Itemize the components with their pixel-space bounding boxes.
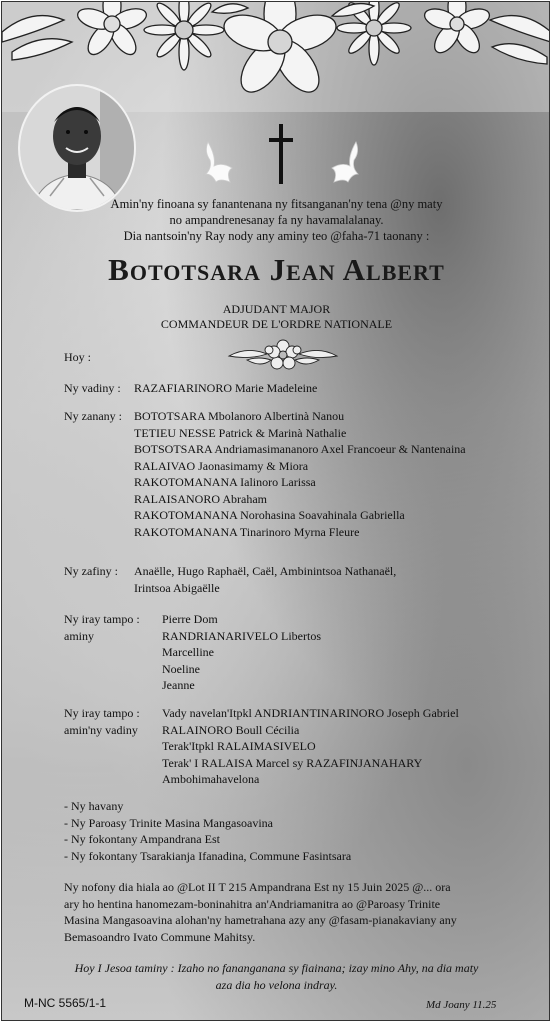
iray-tampo-name: Noeline xyxy=(162,661,200,676)
iray-tampo-vadiny-label: Ny iray tampo : xyxy=(64,706,140,720)
intro-line-2: no ampandrenesanay fa ny havamalalanay. xyxy=(169,213,384,227)
obituary-notice xyxy=(1,1,550,1021)
zanany-label: Ny zanany : xyxy=(64,409,122,423)
iray-tampo-name: Pierre Dom xyxy=(162,612,218,626)
closing-quote xyxy=(2,960,550,993)
iray-tampo-vadiny-name: Ambohimahavelona xyxy=(162,772,260,786)
deceased-titles xyxy=(2,302,550,332)
iray-tampo-label: Ny iray tampo : xyxy=(64,612,140,626)
zafiny-label: Ny zafiny : xyxy=(64,564,118,578)
deceased-rank: ADJUDANT MAJOR xyxy=(222,302,331,316)
iray-tampo-name: RANDRIANARIVELO Libertos xyxy=(162,628,321,643)
zanany-name: RAKOTOMANANA Ialinoro Larissa xyxy=(134,475,316,489)
hoy-label: Hoy : xyxy=(64,350,91,364)
iray-tampo-vadiny-label-2: amin'ny vadiny xyxy=(64,722,138,737)
funeral-line: Masina Mangasoavina alohan'ny hametrahana azy any @fasam-pianakaviany any xyxy=(64,913,457,927)
zanany-name: BOTSOTSARA Andriamasimananoro Axel Francoeur & Nantenaina xyxy=(134,442,466,456)
others-item: - Ny havany xyxy=(64,799,124,813)
iray-tampo-vadiny-name: RALAINORO Boull Cécilia xyxy=(162,722,300,737)
funeral-line: ary ho hentina hanomezam-boninahitra an'Andriamanitra ao @Paroasy Trinite xyxy=(64,896,441,911)
floral-ornament xyxy=(227,338,339,374)
zafiny-names: Anaëlle, Hugo Raphaël, Caël, Ambinintsoa Nathanaël, xyxy=(134,564,397,578)
iray-tampo-name: Jeanne xyxy=(162,678,195,692)
zafiny-names: Irintsoa Abigaëlle xyxy=(134,580,220,595)
others-item: - Ny fokontany Ampandrana Est xyxy=(64,832,220,846)
iray-tampo-label-2: aminy xyxy=(64,628,94,643)
zanany-name: RALAISANORO Abraham xyxy=(134,491,267,506)
zanany-name: BOTOTSARA Mbolanoro Albertinà Nanou xyxy=(134,409,345,423)
intro-line-1: Amin'ny finoana sy fanantenana ny fitsanganan'ny tena @ny maty xyxy=(110,197,443,211)
vadiny-label: Ny vadiny : xyxy=(64,381,121,395)
closing-line-1: Hoy I Jesoa taminy : Izaho no fananganana sy fiainana; izay mino Ahy, na dia maty xyxy=(74,961,479,975)
signature: Md Joany 11.25 xyxy=(426,999,497,1011)
deceased-honor: COMMANDEUR DE L'ORDRE NATIONALE xyxy=(160,317,393,331)
iray-tampo-vadiny-name: Terak' I RALAISA Marcel sy RAZAFINJANAHARY xyxy=(162,755,423,770)
intro-line-3: Dia nantsoin'ny Ray nody any aminy teo @faha-71 taonany : xyxy=(123,229,430,243)
vadiny-name: RAZAFIARINORO Marie Madeleine xyxy=(134,381,318,395)
iray-tampo-vadiny-name: Vady navelan'Itpkl ANDRIANTINARINORO Joseph Gabriel xyxy=(162,706,459,720)
zanany-name: RAKOTOMANANA Tinarinoro Myrna Fleure xyxy=(134,524,360,539)
portrait-photo xyxy=(20,86,134,210)
closing-line-2: aza dia ho velona indray. xyxy=(215,977,338,992)
zanany-name: RALAIVAO Jaonasimamy & Miora xyxy=(134,458,309,473)
others-item: - Ny Paroasy Trinite Masina Mangasoavina xyxy=(64,815,273,830)
dove-icon xyxy=(202,138,240,188)
zanany-name: RAKOTOMANANA Norohasina Soavahinala Gabriella xyxy=(134,508,405,522)
reference-number: M-NC 5565/1-1 xyxy=(24,996,107,1010)
zanany-name: TETIEU NESSE Patrick & Marinà Nathalie xyxy=(134,425,347,440)
iray-tampo-name: Marcelline xyxy=(162,645,214,659)
dove-icon xyxy=(324,138,362,188)
funeral-line: Bemasoandro Ivato Commune Mahitsy. xyxy=(64,929,256,944)
deceased-name: Bototsara Jean Albert xyxy=(108,252,445,287)
others-item: - Ny fokontany Tsarakianja Ifanadina, Commune Fasintsara xyxy=(64,848,352,863)
iray-tampo-vadiny-name: Terak'Itpkl RALAIMASIVELO xyxy=(162,739,316,753)
cross-icon xyxy=(268,124,294,184)
funeral-line: Ny nofony dia hiala ao @Lot II T 215 Ampandrana Est ny 15 Juin 2025 @... ora xyxy=(64,880,451,894)
